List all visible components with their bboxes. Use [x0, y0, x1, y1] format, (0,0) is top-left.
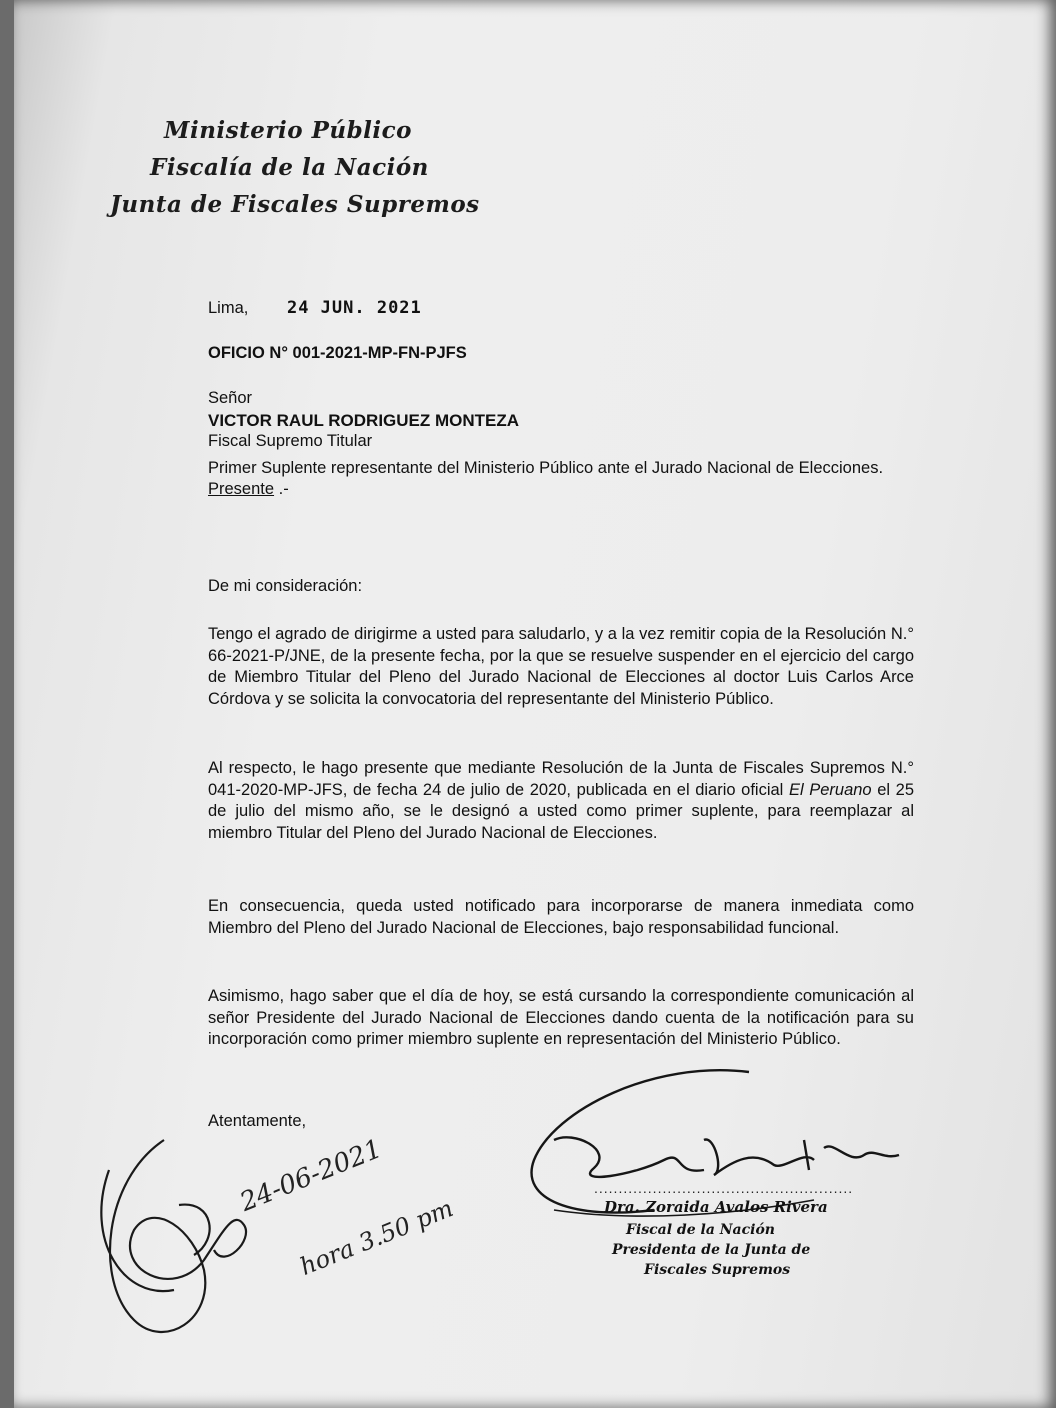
recipient-salutation: Señor: [208, 389, 253, 407]
letterhead-ministry: Ministerio Público: [164, 117, 412, 144]
signatory-title-3: Fiscales Supremos: [644, 1262, 791, 1278]
paragraph-2-newspaper: El Peruano: [788, 780, 872, 799]
recipient-title: Fiscal Supremo Titular: [208, 432, 373, 450]
closing: Atentamente,: [208, 1112, 307, 1130]
paragraph-1: Tengo el agrado de dirigirme a usted para saludarlo, y a la vez remitir copia de la Resolución N.° 66-2021-P/JNE, de la presente fecha, por la que se resuelve suspender en el ejercicio del cargo de Miembro Titular del Pleno del Jurado Nacional de Elecciones al doctor Luis Carlos Arce Córdova y se solicita la convocatoria del representante del Ministerio Público.: [208, 625, 914, 708]
recipient-role: Primer Suplente representante del Ministerio Público ante el Jurado Nacional de Elecciones.: [208, 458, 884, 477]
signatory-title-2: Presidenta de la Junta de: [612, 1242, 811, 1258]
oficio-number: OFICIO N° 001-2021-MP-FN-PJFS: [208, 344, 467, 362]
paragraph-3: En consecuencia, queda usted notificado para incorporarse de manera inmediata como Miembro del Pleno del Jurado Nacional de Elecciones, bajo responsabilidad funcional.: [208, 897, 914, 937]
signatures-ink: [14, 0, 1056, 1408]
receipt-note-time: hora 3.50 pm: [296, 1194, 458, 1281]
presente-label: Presente: [208, 480, 275, 498]
paragraph-4: Asimismo, hago saber que el día de hoy, se está cursando la correspondiente comunicación al señor Presidente del Jurado Nacional de Elecciones dando cuenta de la notificación para su incorporación como primer miembro suplente en representación del Ministerio Público.: [208, 987, 914, 1048]
letterhead-junta: Junta de Fiscales Supremos: [110, 191, 480, 218]
date-place: Lima,: [208, 299, 249, 317]
receiver-signature: [101, 1140, 246, 1332]
paragraph-2-part-a: Al respecto, le hago presente que mediante Resolución de la Junta de Fiscales Supremos N.° 041-2020-MP-JFS, de fecha 24 de julio de 2020, publicada en el diario oficial: [208, 759, 914, 799]
presente-suffix: .-: [278, 480, 289, 498]
signature-dotted-line: .....................................................: [594, 1180, 854, 1196]
recipient-name: VICTOR RAUL RODRIGUEZ MONTEZA: [208, 410, 520, 430]
letterhead-fiscalia: Fiscalía de la Nación: [150, 154, 429, 181]
receipt-note-date: 24-06-2021: [236, 1133, 387, 1218]
greeting: De mi consideración:: [208, 577, 363, 595]
signatory-name: Dra. Zoraida Avalos Rivera: [604, 1198, 828, 1216]
letter-page: [14, 0, 1056, 1408]
signatory-title-1: Fiscal de la Nación: [626, 1222, 775, 1238]
date-stamp: 24 JUN. 2021: [286, 298, 422, 318]
paragraph-2-part-b: el 25 de julio del mismo año, se le designó a usted como primer suplente, para reemplazar al miembro Titular del Pleno del Jurado Nacional de Elecciones.: [208, 780, 914, 842]
